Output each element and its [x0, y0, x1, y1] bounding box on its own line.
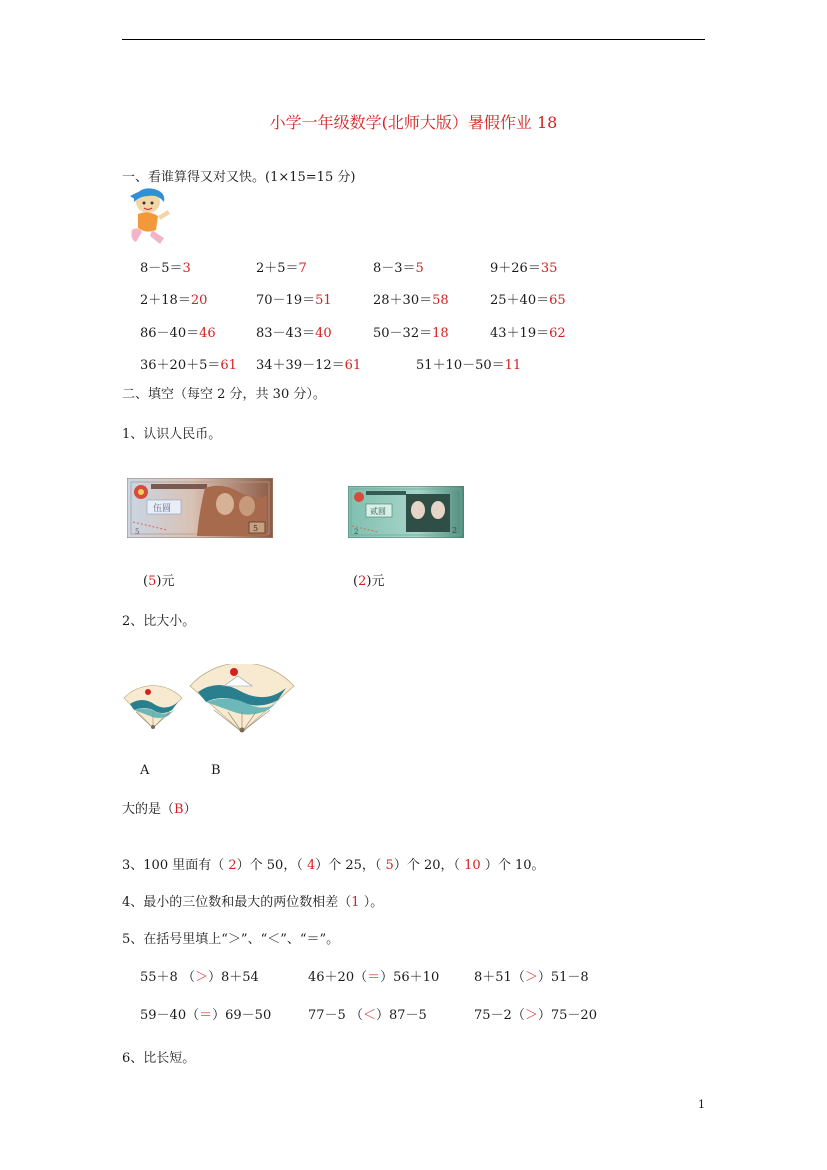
question-2-answer: 大的是（B）: [122, 802, 197, 817]
comparison-2-1: 59－40（＝）69－50: [140, 1008, 272, 1023]
equation-1-4: 9＋26＝35: [490, 261, 558, 276]
note-label-2: 贰圆: [370, 507, 386, 516]
note-label-5: 伍圆: [153, 504, 172, 514]
equation-1-1: 8－5＝3: [140, 261, 191, 276]
equation-3-3: 50－32＝18: [373, 326, 449, 341]
equation-2-1: 2＋18＝20: [140, 293, 208, 308]
equation-3-2: 83－43＝40: [256, 326, 332, 341]
section2-heading: 二、填空（每空 2 分，共 30 分）。: [122, 387, 326, 402]
five-yuan-note-image: [127, 478, 273, 538]
question-1-label: 1、认识人民币。: [122, 427, 222, 442]
equation-2-4: 25＋40＝65: [490, 293, 566, 308]
note-1-answer: (5)元: [143, 574, 175, 589]
comparison-2-3: 75－2（＞）75－20: [474, 1008, 597, 1023]
equation-2-3: 28＋30＝58: [373, 293, 449, 308]
comparison-1-1: 55＋8 （＞）8＋54: [140, 970, 259, 985]
equation-4-1: 36＋20＋5＝61: [140, 358, 237, 373]
page-title: 小学一年级数学(北师大版）暑假作业 18: [269, 113, 558, 132]
equation-4-3: 51＋10－50＝11: [416, 358, 522, 373]
comparison-2-2: 77－5 （＜）87－5: [308, 1008, 427, 1023]
two-yuan-note-image: [348, 486, 464, 538]
cartoon-character-image: [124, 186, 172, 246]
equation-1-3: 8－3＝5: [373, 261, 424, 276]
question-3: 3、100 里面有（ 2）个 50，（ 4）个 25，（ 5）个 20，（ 10 ）个 10。: [122, 858, 545, 873]
page-number: 1: [698, 1098, 705, 1111]
question-5-label: 5、在括号里填上“＞”、“＜”、“＝”。: [122, 932, 340, 947]
small-fan-image: [122, 680, 184, 730]
question-4: 4、最小的三位数和最大的两位数相差（1 ）。: [122, 895, 384, 910]
fan-a-label: A: [140, 763, 150, 778]
section1-heading: 一、看谁算得又对又快。(1×15=15 分): [122, 170, 356, 185]
equation-4-2: 34＋39－12＝61: [256, 358, 362, 373]
note-2-answer: (2)元: [353, 574, 385, 589]
question-6-label: 6、比长短。: [122, 1051, 196, 1066]
equation-2-2: 70－19＝51: [256, 293, 332, 308]
note-denomination-5: 5: [135, 528, 140, 536]
note-corner-denomination-5: 5: [253, 524, 259, 533]
note-corner-denomination-2: 2: [452, 526, 458, 535]
question-2-label: 2、比大小。: [122, 614, 196, 629]
equation-3-1: 86－40＝46: [140, 326, 216, 341]
comparison-1-3: 8＋51（＞）51－8: [474, 970, 589, 985]
note-denomination-2: 2: [354, 528, 359, 536]
header-rule: [122, 39, 705, 40]
fan-b-label: B: [211, 763, 221, 778]
equation-1-2: 2＋5＝7: [256, 261, 307, 276]
equation-3-4: 43＋19＝62: [490, 326, 566, 341]
comparison-1-2: 46＋20（＝）56＋10: [308, 970, 440, 985]
large-fan-image: [188, 664, 296, 734]
